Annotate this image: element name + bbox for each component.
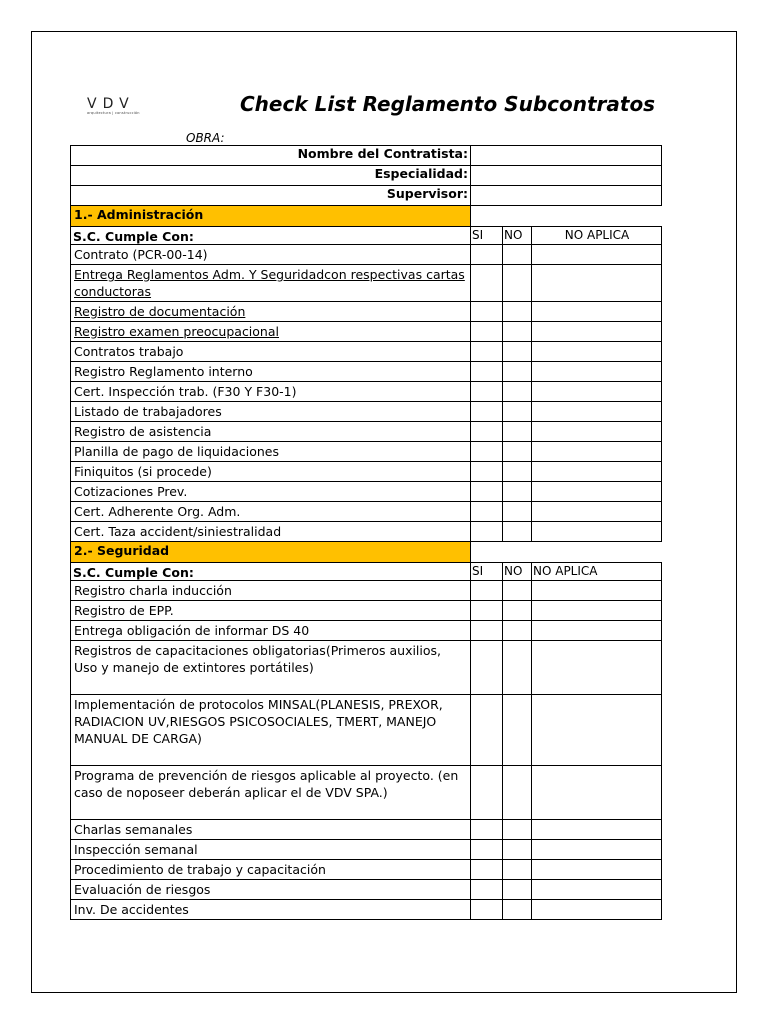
check-na-cell[interactable] bbox=[531, 600, 662, 621]
checklist-item-label: Cert. Taza accident/siniestralidad bbox=[70, 521, 471, 542]
document-title: Check List Reglamento Subcontratos bbox=[240, 92, 656, 116]
check-na-cell[interactable] bbox=[531, 899, 662, 920]
check-no-cell[interactable] bbox=[502, 839, 532, 860]
checklist-item-row bbox=[70, 481, 662, 502]
check-no-cell[interactable] bbox=[502, 321, 532, 342]
check-no-cell[interactable] bbox=[502, 441, 532, 462]
checklist-item-row bbox=[70, 879, 662, 900]
check-no-cell[interactable] bbox=[502, 694, 532, 766]
checklist-item-row bbox=[70, 600, 662, 621]
checklist-item-label: Evaluación de riesgos bbox=[70, 879, 471, 900]
check-no-cell[interactable] bbox=[502, 301, 532, 322]
column-header-row bbox=[70, 562, 662, 581]
check-no-cell[interactable] bbox=[502, 879, 532, 900]
check-si-cell[interactable] bbox=[470, 899, 503, 920]
checklist-item-label: Cotizaciones Prev. bbox=[70, 481, 471, 502]
check-na-cell[interactable] bbox=[531, 839, 662, 860]
check-na-cell[interactable] bbox=[531, 401, 662, 422]
checklist-item-row bbox=[70, 441, 662, 462]
checklist-item-label: Finiquitos (si procede) bbox=[70, 461, 471, 482]
check-no-cell[interactable] bbox=[502, 421, 532, 442]
check-si-cell[interactable] bbox=[470, 361, 503, 382]
check-na-cell[interactable] bbox=[531, 321, 662, 342]
cumple-label: S.C. Cumple Con: bbox=[70, 562, 471, 581]
checklist-item-label: Inspección semanal bbox=[70, 839, 471, 860]
checklist-item-label: Planilla de pago de liquidaciones bbox=[70, 441, 471, 462]
check-no-cell[interactable] bbox=[502, 461, 532, 482]
checklist-item-row bbox=[70, 401, 662, 422]
section-title-row bbox=[70, 541, 662, 563]
checklist-item-row bbox=[70, 301, 662, 322]
check-na-cell[interactable] bbox=[531, 361, 662, 382]
checklist-item-row bbox=[70, 899, 662, 920]
checklist-item-row bbox=[70, 640, 662, 695]
check-na-cell[interactable] bbox=[531, 421, 662, 442]
header-field-label: Supervisor: bbox=[70, 185, 471, 206]
col-na-header: NO APLICA bbox=[531, 562, 662, 581]
check-na-cell[interactable] bbox=[531, 461, 662, 482]
check-na-cell[interactable] bbox=[531, 620, 662, 641]
check-no-cell[interactable] bbox=[502, 765, 532, 820]
check-si-cell[interactable] bbox=[470, 264, 503, 302]
check-no-cell[interactable] bbox=[502, 361, 532, 382]
check-na-cell[interactable] bbox=[531, 264, 662, 302]
check-na-cell[interactable] bbox=[531, 879, 662, 900]
check-si-cell[interactable] bbox=[470, 694, 503, 766]
checklist-item-label: Entrega Reglamentos Adm. Y Seguridadcon respectivas cartas conductoras bbox=[70, 264, 471, 302]
header-field-row bbox=[70, 145, 662, 166]
checklist-item-row bbox=[70, 421, 662, 442]
check-no-cell[interactable] bbox=[502, 899, 532, 920]
checklist-item-row bbox=[70, 361, 662, 382]
company-logo bbox=[87, 97, 177, 121]
checklist-item-label: Inv. De accidentes bbox=[70, 899, 471, 920]
check-si-cell[interactable] bbox=[470, 321, 503, 342]
checklist-item-label: Cert. Inspección trab. (F30 Y F30-1) bbox=[70, 381, 471, 402]
checklist-item-row bbox=[70, 859, 662, 880]
header-field-label: Especialidad: bbox=[70, 165, 471, 186]
check-si-cell[interactable] bbox=[470, 859, 503, 880]
check-no-cell[interactable] bbox=[502, 859, 532, 880]
checklist-item-label: Cert. Adherente Org. Adm. bbox=[70, 501, 471, 522]
check-si-cell[interactable] bbox=[470, 501, 503, 522]
check-no-cell[interactable] bbox=[502, 341, 532, 362]
checklist-item-label: Listado de trabajadores bbox=[70, 401, 471, 422]
check-na-cell[interactable] bbox=[531, 580, 662, 601]
check-no-cell[interactable] bbox=[502, 501, 532, 522]
section-title: 2.- Seguridad bbox=[70, 541, 471, 563]
check-si-cell[interactable] bbox=[470, 839, 503, 860]
checklist-item-row bbox=[70, 819, 662, 840]
check-na-cell[interactable] bbox=[531, 341, 662, 362]
checklist-item-label: Implementación de protocolos MINSAL(PLANESIS, PREXOR, RADIACION UV,RIESGOS PSICOSOCIALES, TMERT, MANEJO MANUAL DE CARGA) bbox=[70, 694, 471, 766]
header-field-value[interactable] bbox=[470, 145, 662, 166]
check-na-cell[interactable] bbox=[531, 694, 662, 766]
checklist-item-label: Registro de documentación bbox=[70, 301, 471, 322]
check-si-cell[interactable] bbox=[470, 341, 503, 362]
check-no-cell[interactable] bbox=[502, 244, 532, 265]
checklist-item-row bbox=[70, 321, 662, 342]
col-si-header: SI bbox=[470, 562, 503, 581]
check-si-cell[interactable] bbox=[470, 481, 503, 502]
checklist-item-label: Charlas semanales bbox=[70, 819, 471, 840]
section-title: 1.- Administración bbox=[70, 205, 471, 227]
checklist-item-row bbox=[70, 694, 662, 766]
col-no-header: NO bbox=[502, 226, 532, 245]
logo-text: VDV bbox=[87, 96, 135, 112]
checklist-item-row bbox=[70, 341, 662, 362]
check-no-cell[interactable] bbox=[502, 819, 532, 840]
col-na-header: NO APLICA bbox=[531, 226, 662, 245]
check-si-cell[interactable] bbox=[470, 421, 503, 442]
check-si-cell[interactable] bbox=[470, 879, 503, 900]
check-si-cell[interactable] bbox=[470, 301, 503, 322]
checklist-item-label: Registro Reglamento interno bbox=[70, 361, 471, 382]
check-si-cell[interactable] bbox=[470, 244, 503, 265]
check-na-cell[interactable] bbox=[531, 244, 662, 265]
check-si-cell[interactable] bbox=[470, 381, 503, 402]
header-field-value[interactable] bbox=[470, 185, 662, 206]
check-si-cell[interactable] bbox=[470, 521, 503, 542]
check-no-cell[interactable] bbox=[502, 521, 532, 542]
check-no-cell[interactable] bbox=[502, 381, 532, 402]
check-si-cell[interactable] bbox=[470, 640, 503, 695]
checklist-item-row bbox=[70, 521, 662, 542]
check-si-cell[interactable] bbox=[470, 401, 503, 422]
section-title-row bbox=[70, 205, 662, 227]
check-si-cell[interactable] bbox=[470, 600, 503, 621]
cumple-label: S.C. Cumple Con: bbox=[70, 226, 471, 245]
check-na-cell[interactable] bbox=[531, 859, 662, 880]
header-field-row bbox=[70, 165, 662, 186]
checklist-item-label: Registros de capacitaciones obligatorias(Primeros auxilios, Uso y manejo de extintores portátiles) bbox=[70, 640, 471, 695]
checklist-item-row bbox=[70, 839, 662, 860]
checklist-item-label: Registro de EPP. bbox=[70, 600, 471, 621]
col-no-header: NO bbox=[502, 562, 532, 581]
check-no-cell[interactable] bbox=[502, 600, 532, 621]
check-na-cell[interactable] bbox=[531, 819, 662, 840]
checklist-item-label: Registro examen preocupacional bbox=[70, 321, 471, 342]
checklist-item-row bbox=[70, 461, 662, 482]
check-si-cell[interactable] bbox=[470, 461, 503, 482]
check-na-cell[interactable] bbox=[531, 381, 662, 402]
column-header-row bbox=[70, 226, 662, 245]
header-field-value[interactable] bbox=[470, 165, 662, 186]
check-na-cell[interactable] bbox=[531, 301, 662, 322]
checklist-item-row bbox=[70, 264, 662, 302]
check-no-cell[interactable] bbox=[502, 264, 532, 302]
logo-tagline: arquitectura | construcción bbox=[87, 111, 140, 115]
check-no-cell[interactable] bbox=[502, 401, 532, 422]
checklist-item-label: Entrega obligación de informar DS 40 bbox=[70, 620, 471, 641]
checklist-item-row bbox=[70, 765, 662, 820]
checklist-item-row bbox=[70, 244, 662, 265]
header-field-row bbox=[70, 185, 662, 206]
check-na-cell[interactable] bbox=[531, 765, 662, 820]
check-no-cell[interactable] bbox=[502, 481, 532, 502]
checklist-item-row bbox=[70, 580, 662, 601]
check-si-cell[interactable] bbox=[470, 765, 503, 820]
header-field-label: Nombre del Contratista: bbox=[70, 145, 471, 166]
checklist-item-row bbox=[70, 381, 662, 402]
check-na-cell[interactable] bbox=[531, 501, 662, 522]
check-no-cell[interactable] bbox=[502, 580, 532, 601]
checklist-item-label: Procedimiento de trabajo y capacitación bbox=[70, 859, 471, 880]
check-no-cell[interactable] bbox=[502, 620, 532, 641]
check-no-cell[interactable] bbox=[502, 640, 532, 695]
check-si-cell[interactable] bbox=[470, 819, 503, 840]
check-si-cell[interactable] bbox=[470, 441, 503, 462]
check-si-cell[interactable] bbox=[470, 580, 503, 601]
check-na-cell[interactable] bbox=[531, 481, 662, 502]
checklist-item-label: Registro de asistencia bbox=[70, 421, 471, 442]
check-si-cell[interactable] bbox=[470, 620, 503, 641]
check-na-cell[interactable] bbox=[531, 640, 662, 695]
checklist-item-label: Programa de prevención de riesgos aplicable al proyecto. (en caso de noposeer deberán aplicar el de VDV SPA.) bbox=[70, 765, 471, 820]
check-na-cell[interactable] bbox=[531, 441, 662, 462]
checklist-item-label: Contrato (PCR-00-14) bbox=[70, 244, 471, 265]
obra-label: OBRA: bbox=[186, 131, 225, 145]
checklist-item-row bbox=[70, 620, 662, 641]
checklist-item-row bbox=[70, 501, 662, 522]
col-si-header: SI bbox=[470, 226, 503, 245]
checklist-item-label: Contratos trabajo bbox=[70, 341, 471, 362]
checklist-item-label: Registro charla inducción bbox=[70, 580, 471, 601]
check-na-cell[interactable] bbox=[531, 521, 662, 542]
